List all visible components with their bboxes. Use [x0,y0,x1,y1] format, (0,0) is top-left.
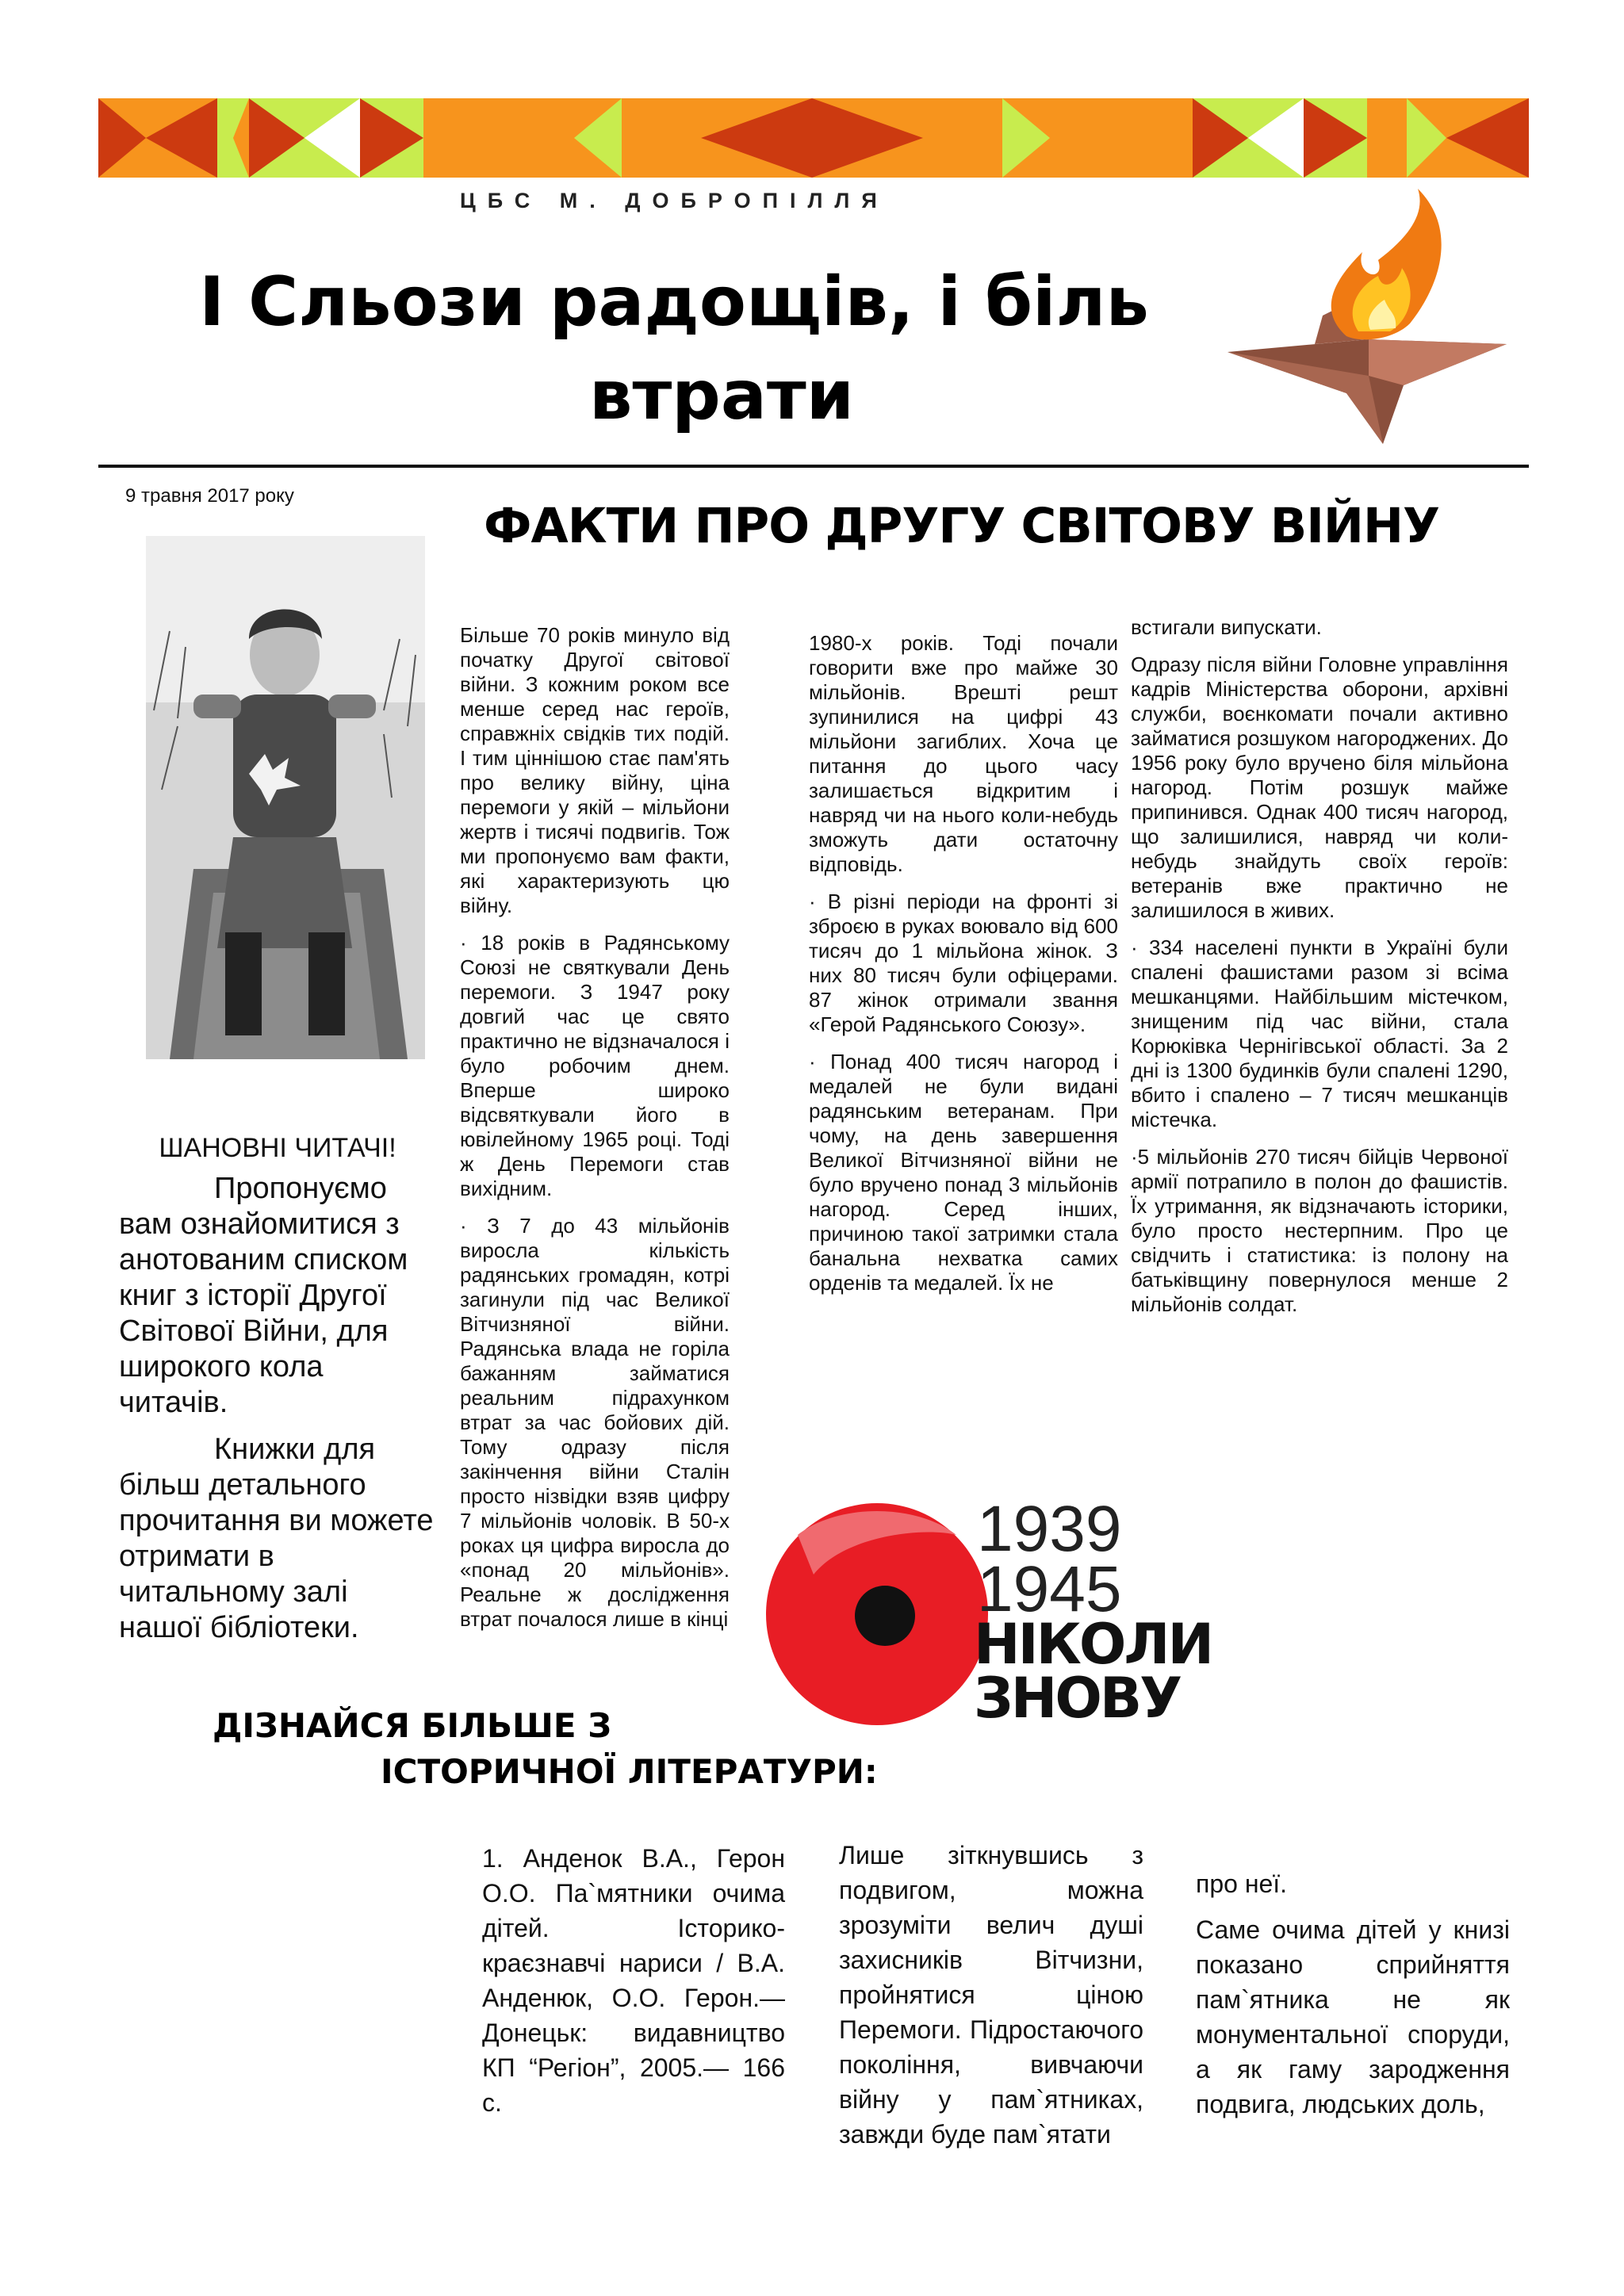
article-column-1 [460,623,730,1644]
poppy-year-1: 1939 [977,1493,1122,1565]
readers-block [119,1131,436,1646]
decorative-banner [98,98,1529,178]
literature-column-1 [482,1841,785,2131]
main-title [119,255,1229,442]
poppy-slogan-2: ЗНОВУ [974,1666,1181,1725]
woman-soldier-photo [146,536,425,1059]
literature-heading-1: ДІЗНАЙСЯ БІЛЬШЕ З [213,1706,612,1745]
paragraph: · Понад 400 тисяч нагород і медалей не були видані радянським ветеранам. При чому, на день завершення Великої Вітчизняної війни не було вручено понад 3 мільйонів нагород. Серед інших, причиною такої затримки стала банальна нехватка самих орденів та медалей. Їх не [809,1050,1118,1295]
paragraph: встигали випускати. [1131,615,1322,639]
issue-date: 9 травня 2017 року [125,485,294,507]
paragraph: · 334 населені пункти в Україні були спалені фашистами разом зі всіма мешканцями. Найбільшим містечком, знищеним під час війни, стала Корюківка Чернігівської області. За 2 дні із 1300 будинків були спалені 1290, вбито і спалено – 7 тисяч мешканців містечка. [1131,936,1508,1131]
paragraph: · 18 років в Радянському Союзі не святкували День перемоги. З 1947 року довгий час це свято практично не відзначалося і було робочим днем. Вперше широко відсвяткували його в ювілейному 1965 році. Тоді ж День Перемоги став вихідним. [460,931,730,1200]
title-line-2: втрати [589,356,854,435]
readers-text-2: Книжки для більш детального прочитання ви можете отримати в читальному залі нашої бібліотеки. [119,1433,434,1644]
readers-text-1: Пропонуємо вам ознайомитися з анотованим списком книг з історії Другої Світової Війни, для широкого кола читачів. [119,1172,408,1419]
book-description: Саме очима дітей у книзі показано сприйняття пам`ятника не як монументальної споруди, а як гаму зародження подвига, людських доль, [1196,1915,1510,2118]
book-entry: 1. Анденок В.А., Герон О.О. Па`мятники очима дітей. Історико-краєзнавчі нариси / В.А. Анденюк, О.О. Герон.—Донецьк: видавництво КП “Регіон”, 2005.— 166 с. [482,1844,785,2117]
organization-name: ЦБС М. ДОБРОПІЛЛЯ [460,189,889,212]
literature-heading-2: ІСТОРИЧНОЇ ЛІТЕРАТУРИ: [381,1752,878,1791]
paragraph: ·5 мільйонів 270 тисяч бійців Червоної армії потрапило в полон до фашистів. Їх утримання, як відзначають історики, було просто нестерпним. Про це свідчить і статистика: із полону на батьківщину повернулося менше 2 мільйонів солдат. [1131,1145,1508,1316]
poppy-year-2: 1945 [977,1553,1122,1625]
paragraph: Більше 70 років минуло від початку Другої світової війни. З кожним роком все менше серед нас героїв, справжніх свідків тих подій. І тим ціннішою стає пам'ять про велику війну, ціна перемоги у якій – мільйони жертв і тисячі подвигів. Тож ми пропонуємо вам факти, які характеризують цю війну. [460,623,730,917]
paragraph: Одразу після війни Головне управління кадрів Міністерства оборони, архівні служби, воєнкомати почали активно займатися розшуком нагороджених. До 1956 року було вручено біля мільйона нагород. Потім розшук майже припинився. Однак 400 тисяч нагород, що залишилися, навряд чи коли-небудь знайдуть своїх героїв: ветеранів вже практично не залишилося в живих. [1131,652,1508,922]
literature-column-2 [839,1838,1143,2163]
article-column-2 [809,631,1118,1308]
book-description: Лише зіткнувшись з подвигом, можна зрозуміти велич душі захисників Вітчизни, пройнятися ціною Перемоги. Підростаючого покоління, вивчаючи війну у пам`ятниках, завжди буде пам`ятати [839,1841,1143,2149]
book-description: про неї. [1196,1869,1288,1898]
literature-column-3 [1196,1866,1510,2133]
eternal-flame-icon [1228,189,1507,446]
paragraph: 1980-х років. Тоді почали говорити вже про майже 30 мільйонів. Врешті решт зупинилися на цифрі 43 мільйони загиблих. Хоча це питання до цього часу залишається відкритим і навряд чи на нього коли-небудь зможуть дати остаточну відповідь. [809,631,1118,876]
article-column-3 [1131,615,1508,1330]
header-rule [98,465,1529,468]
readers-heading: ШАНОВНІ ЧИТАЧІ! [159,1133,396,1163]
paragraph: · В різні періоди на фронті зі зброєю в руках воювало від 600 тисяч до 1 мільйона жінок. З них 80 тисяч були офіцерами. 87 жінок отримали звання «Герой Радянського Союзу». [809,890,1118,1036]
paragraph: · З 7 до 43 мільйонів виросла кількість радянських громадян, котрі загинули під час Великої Вітчизняної війни. Радянська влада не горіла бажанням займатися реальним підрахунком втрат за час бойових дій. Тому одразу після закінчення війни Сталін просто нізвідки взяв цифру 7 мільйонів чоловік. В 50-х роках ця цифра виросла до «понад 20 мільйонів». Реальне ж дослідження втрат почалося лише в кінці [460,1214,730,1631]
article-heading: ФАКТИ ПРО ДРУГУ СВІТОВУ ВІЙНУ [484,498,1440,554]
title-line-1: І Сльози радощів, і біль [199,262,1149,342]
poppy-slogan-1: НІКОЛИ [974,1612,1212,1677]
poppy-logo [766,1487,1258,1725]
